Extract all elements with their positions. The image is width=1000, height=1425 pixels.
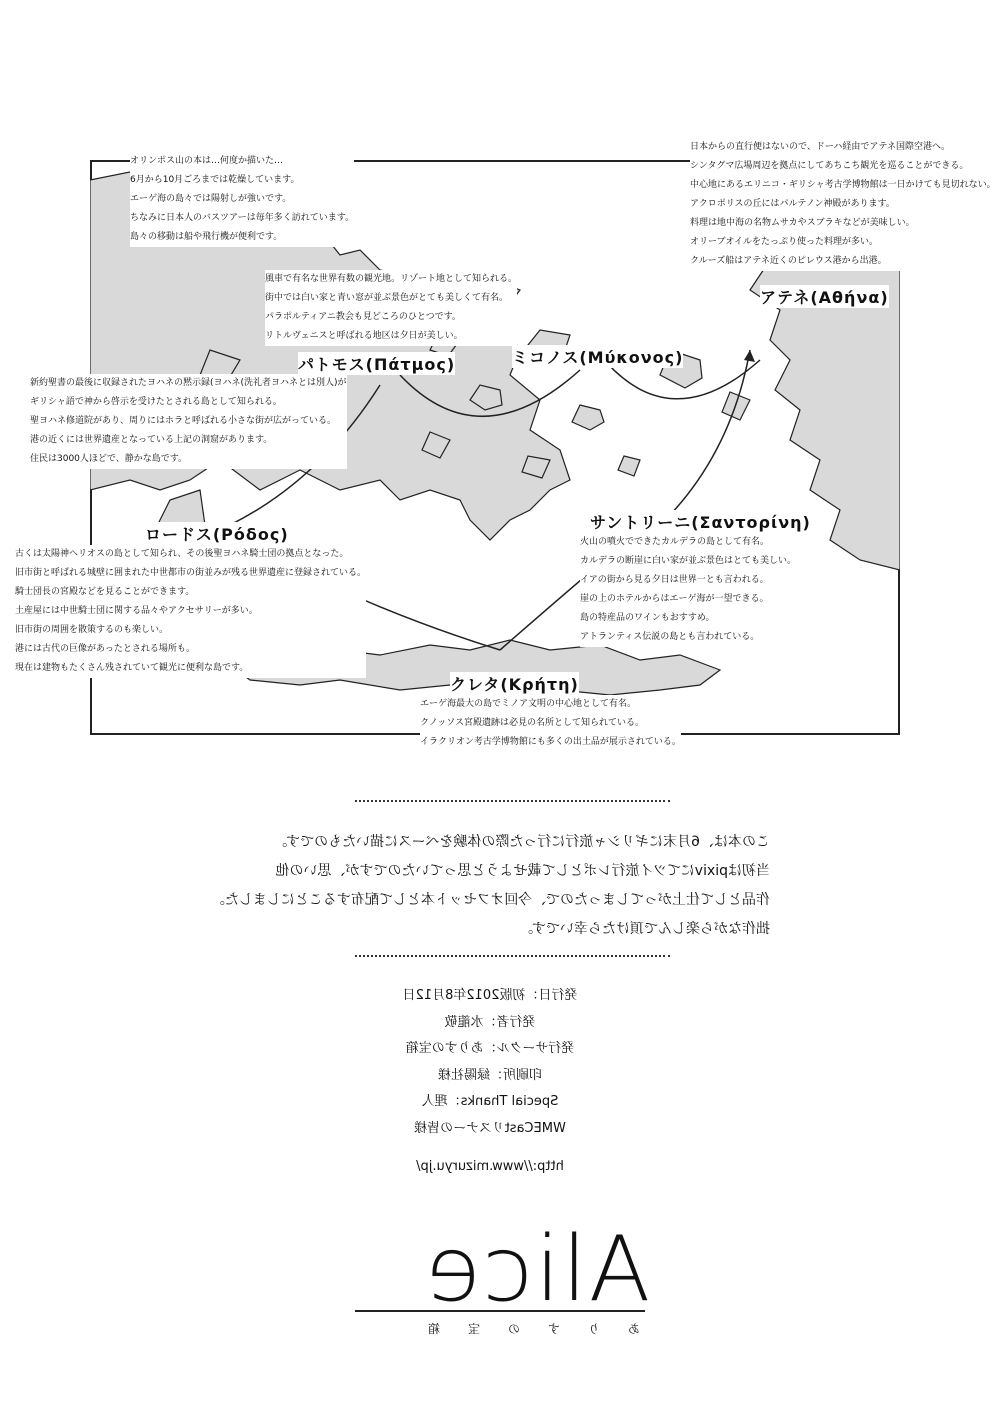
foreword: [210, 828, 770, 944]
issue-date: 発行日：初版2012年8月12日: [402, 988, 578, 1003]
label-santorini: サントリーニ(Σαντορίνη): [590, 510, 811, 533]
foreword-line-2: 当初はpixivにてツイ旅行レポとして載せようと思っていたのですが、思いの他: [275, 863, 770, 879]
note-crete: エーゲ海最大の島でミノア文明の中心地として有名。 クノッソス宮殿遺跡は必見の名所として知られている。 イラクリオン考古学博物館にも多くの出土品が展示されている。: [420, 695, 681, 752]
foreword-line-1: この本は、6月末にギリシャ旅行に行った際の体験をベースに描いたものです。: [273, 834, 770, 850]
website-url: http://www.mizuryu.jp/: [416, 1159, 564, 1174]
special-thanks: Special Thanks：理人: [421, 1094, 559, 1109]
logo-rule: [355, 1310, 645, 1312]
circle: 発行サークル：ありすの宝箱: [405, 1041, 575, 1056]
note-santorini: 火山の噴火でできたカルデラの島として有名。 カルデラの断崖に白い家が並ぶ景色はとても美しい。 イアの街から見る夕日は世界一とも言われる。 崖の上のホテルからはエーゲ海が一望できる。 島の特産品のワインもおすすめ。 アトランティス伝説の島とも言われている。: [580, 533, 796, 647]
publisher: 発行者：水龍敬: [444, 1014, 536, 1030]
foreword-line-4: 拙作ながら楽しんで頂けたら幸いです。: [519, 921, 770, 937]
alice-logo: Alice: [423, 1217, 650, 1322]
note-mykonos: 風車で有名な世界有数の観光地。リゾート地として知られる。 街中では白い家と青い窓が並ぶ景色がとても美しくて有名。 パラポルティアニ教会も見どころのひとつです。 リトルヴェニスと呼ばれる地区は夕日が美しい。: [265, 270, 517, 346]
label-mykonos: ミコノス(Μύκονος): [512, 345, 683, 368]
note-athens: 日本からの直行便はないので、ドーハ経由でアテネ国際空港へ。 シンタグマ広場周辺を拠点にしてあちこち観光を巡ることができる。 中心地にあるエリニコ・ギリシャ考古学博物館は一日かけても見切れない。 アクロポリスの丘にはパルテノン神殿があります。 料理は地中海の名物ムサカやスブラキなどが美味しい。 オリーブオイルをたっぷり使った料理が多い。 クルーズ船はアテネ近くのピレウス港から出港。: [690, 138, 996, 271]
label-athens: アテネ(Αθήνα): [760, 285, 889, 308]
label-rhodes: ロードス(Ρόδος): [145, 522, 289, 545]
logo-subtitle: ありすの宝箱: [399, 1322, 640, 1336]
divider-bottom: [355, 955, 670, 957]
colophon: [360, 983, 620, 1181]
label-crete: クレタ(Κρήτη): [450, 672, 579, 695]
printer: 印刷所：緑陽社様: [438, 1067, 543, 1083]
note-patmos: 新約聖書の最後に収録されたヨハネの黙示録(ヨハネ(洗礼者ヨハネとは別人)が ギリシャ語で神から啓示を受けたとされる島として知られる。 聖ヨハネ修道院があり、周りにはホラと呼ばれる小さな街が広がっている。 港の近くには世界遺産となっている上記の洞窟があります。 住民は3000人ほどで、静かな島です。: [30, 374, 347, 469]
note-rhodes: 古くは太陽神ヘリオスの島として知られ、その後聖ヨハネ騎士団の拠点となった。 旧市街と呼ばれる城壁に囲まれた中世都市の街並みが残る世界遺産に登録されている。 騎士団長の宮殿などを見ることができます。 土産屋には中世騎士団に関する品々やアクセサリーが多い。 旧市街の周囲を散策するのも楽しい。 港には古代の巨像があったとされる場所も。 現在は建物もたくさん残されていて観光に便利な島です。: [15, 545, 366, 678]
foreword-line-3: 作品として仕上がってしまったので、今回オフセット本として配布することにしました。: [210, 892, 770, 908]
thanks-listeners: WMECastリスナーの皆様: [414, 1120, 566, 1136]
label-patmos: パトモス(Πάτμος): [298, 352, 455, 375]
note-olympos: オリンポス山の本は…何度か描いた… 6月から10月ごろまでは乾燥しています。 エーゲ海の島々では陽射しが強いです。 ちなみに日本人のバスツアーは毎年多く訪れています。 島々の移動は船や飛行機が便利です。: [130, 152, 354, 247]
divider-top: [355, 800, 670, 802]
